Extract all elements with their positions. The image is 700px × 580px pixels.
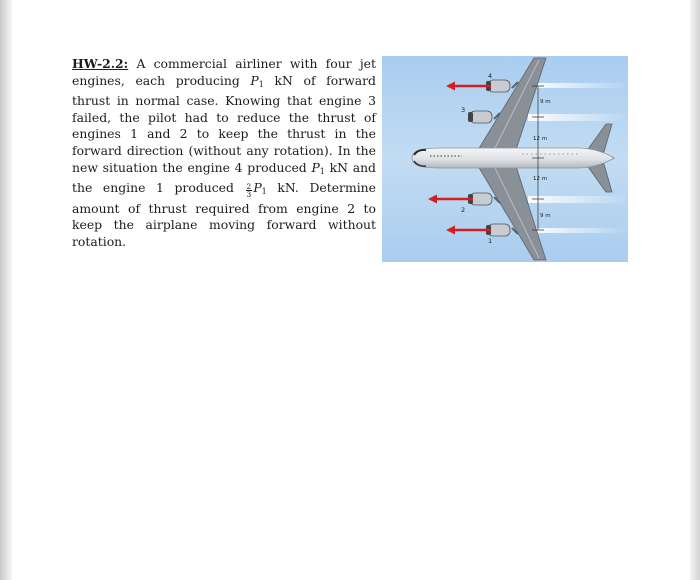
left-edge-shadow <box>0 0 12 580</box>
thrust-variable-2: $P_1$ <box>311 159 325 176</box>
problem-text-3: kN and the engine 1 produced <box>72 159 376 196</box>
engine-label-1: 1 <box>488 237 493 245</box>
airliner-figure <box>382 56 628 262</box>
right-edge-shadow <box>690 0 700 580</box>
problem-statement <box>72 56 376 251</box>
dimension-label-top: 9 m <box>540 99 551 105</box>
thrust-variable: $P_1$ <box>250 72 264 89</box>
engine-label-4: 4 <box>488 72 493 80</box>
problem-text-2: kN of forward thrust in normal case. Knowing that engine 3 failed, the pilot had to reduce the thrust of engines 1 and 2 to keep the thrust in the forward direction (without any rotation). In the new situation the engine 4 produced <box>72 72 376 175</box>
problem-text-1: A commercial airliner with four jet engines, each producing <box>72 56 376 88</box>
problem-title: HW-2.2: <box>72 56 129 71</box>
dimension-label-upper-mid: 12 m <box>533 136 548 142</box>
dimension-label-bottom: 9 m <box>540 213 551 219</box>
fuselage <box>412 148 614 168</box>
thrust-variable-3: $P_1$ <box>253 180 267 197</box>
engine-label-2: 2 <box>461 206 466 214</box>
airliner-diagram <box>382 56 628 262</box>
engine-label-3: 3 <box>461 106 466 114</box>
two-thirds-fraction: $\frac{2}{3}$ <box>246 181 252 200</box>
dimension-label-lower-mid: 12 m <box>533 176 548 182</box>
problem-text-4: kN. Determine amount of thrust required from engine 2 to keep the airplane moving forward without rotation. <box>72 180 376 249</box>
